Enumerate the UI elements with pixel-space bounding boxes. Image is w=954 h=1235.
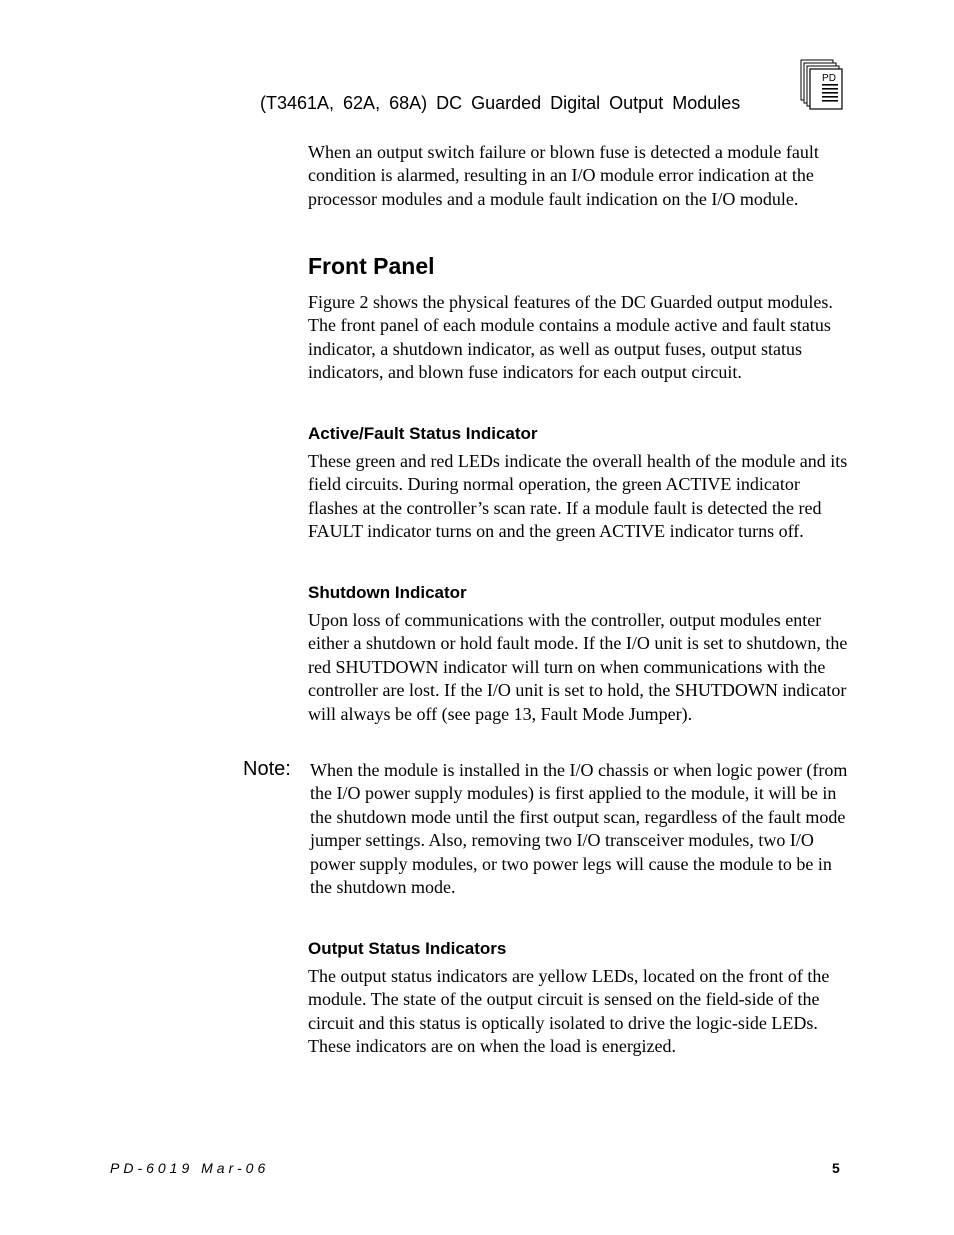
output-status-paragraph: The output status indicators are yellow LEDs, located on the front of the module. The state of the output circuit is sensed on the field-side of the circuit and this status is optically isolated to drive the logic-side LEDs. These indicators are on when the load is energized. (308, 966, 830, 1057)
note-text: When the module is installed in the I/O chassis or when logic power (from the I/O power supply modules) is first applied to the module, it will be in the shutdown mode until the first output scan, regardless of the fault mode jumper settings. Also, removing two I/O transceiver modules, two I/O power supply modules, or two power legs will cause the module to be in the shutdown mode. (310, 760, 848, 898)
front-panel-paragraph: Figure 2 shows the physical features of the DC Guarded output modules. The front panel of each module contains a module active and fault status indicator, a shutdown indicator, as well as output fuses, output status indicators, and blown fuse indicators for each output circuit. (308, 292, 833, 383)
shutdown-heading: Shutdown Indicator (308, 583, 467, 602)
header-title: (T3461A, 62A, 68A) DC Guarded Digital Output Modules (260, 93, 741, 113)
shutdown-paragraph: Upon loss of communications with the controller, output modules enter either a shutdown or hold fault mode. If the I/O unit is set to shutdown, the red SHUTDOWN indicator will turn on when communications with the controller are lost. If the I/O unit is set to hold, the SHUTDOWN indicator will always be off (see page 13, Fault Mode Jumper). (308, 610, 848, 724)
intro-paragraph: When an output switch failure or blown fuse is detected a module fault condition is alarmed, resulting in an I/O module error indication at the processor modules and a module fault indication on the I/O module. (308, 142, 819, 209)
front-panel-heading: Front Panel (308, 253, 435, 279)
active-fault-paragraph: These green and red LEDs indicate the overall health of the module and its field circuits. During normal operation, the green ACTIVE indicator flashes at the controller’s scan rate. If a module fault is detected the red FAULT indicator turns on and the green ACTIVE indicator turns off. (308, 451, 848, 542)
active-fault-heading: Active/Fault Status Indicator (308, 424, 538, 443)
pd-document-stack-icon (800, 59, 844, 113)
svg-text:PD: PD (822, 73, 836, 84)
output-status-heading: Output Status Indicators (308, 939, 507, 958)
footer-page-number: 5 (832, 1160, 840, 1176)
note-label: Note: (243, 758, 291, 780)
footer-doc-id: PD-6019 Mar-06 (110, 1160, 270, 1176)
